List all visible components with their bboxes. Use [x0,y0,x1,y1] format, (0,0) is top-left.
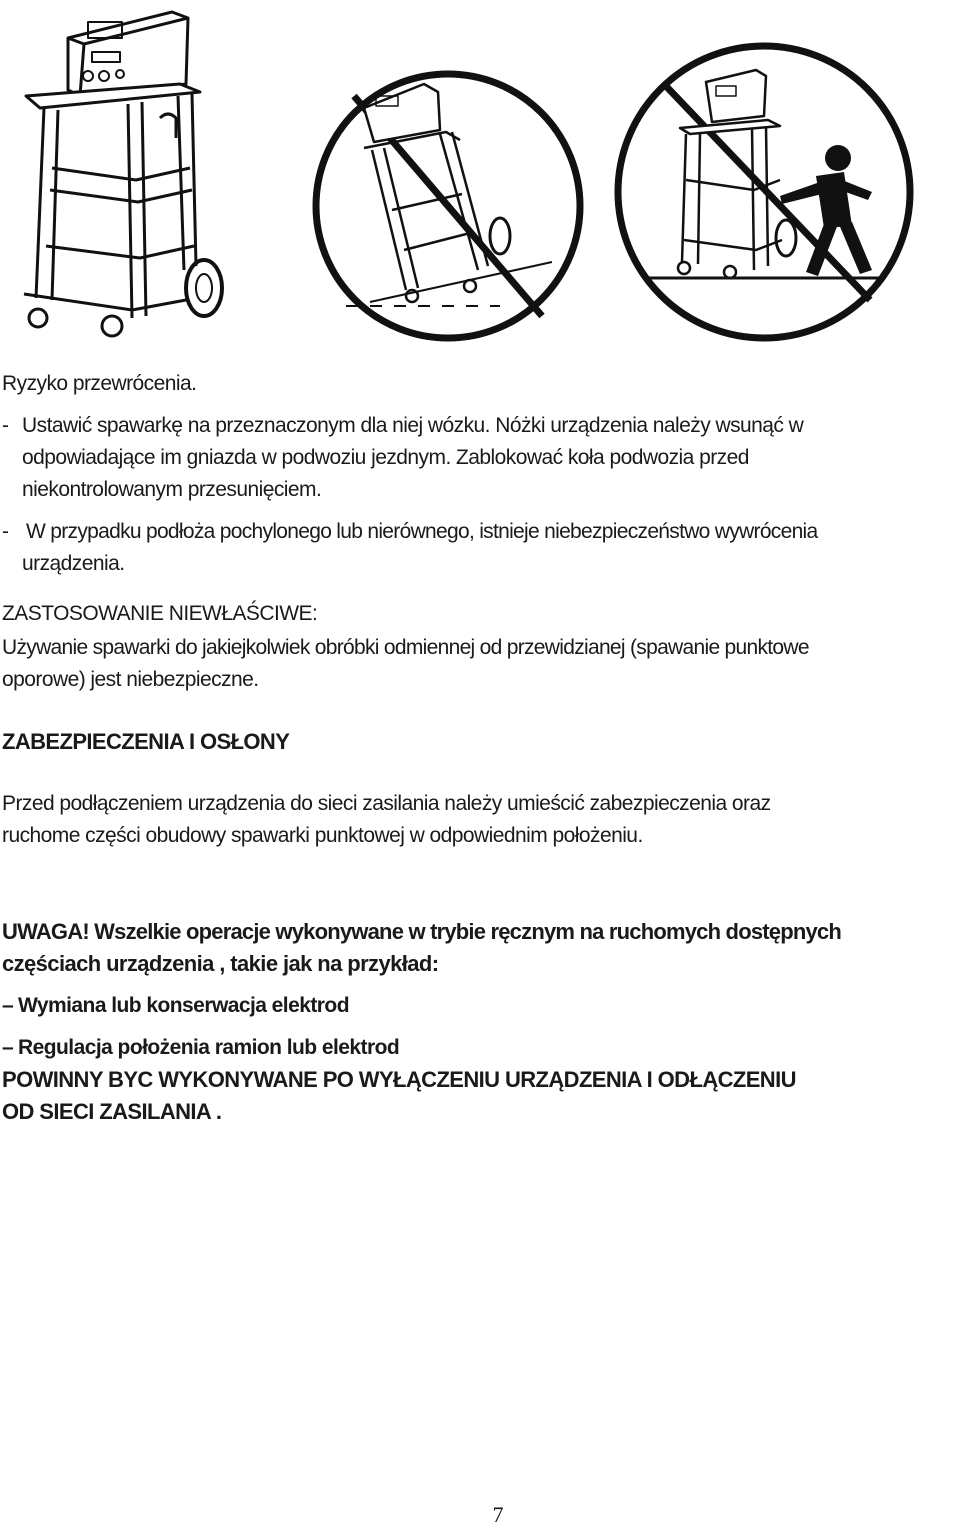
tipping-heading: Ryzyko przewrócenia. [2,372,197,395]
guards-line-2: ruchome części obudowy spawarki punktowej w odpowiednim położeniu. [2,824,643,847]
list-bullet: - [2,414,9,437]
warning-line-4: OD SIECI ZASILANIA . [2,1099,222,1124]
tipping-item-1-line-1: Ustawić spawarkę na przeznaczonym dla niej wózku. Nóżki urządzenia należy wsunąć w [22,414,804,437]
illustration-strip [0,0,960,360]
guards-line-1: Przed podłączeniem urządzenia do sieci zasilania należy umieścić zabezpieczenia oraz [2,792,771,815]
misuse-line-2: oporowe) jest niebezpieczne. [2,668,259,691]
list-bullet: - [2,520,9,543]
warning-item-1: Wymiana lub konserwacja elektrod [18,994,349,1017]
guards-heading: ZABEZPIECZENIA I OSŁONY [2,729,290,754]
tipping-item-1-line-3: niekontrolowanym przesunięciem. [22,478,322,501]
list-bullet: – [2,1036,14,1059]
tipping-item-2-line-2: urządzenia. [22,552,125,575]
warning-item-2: Regulacja położenia ramion lub elektrod [18,1036,400,1059]
person-pushing-cart-prohibited-image [618,46,910,338]
misuse-line-1: Używanie spawarki do jakiejkolwiek obróbki odmiennej od przewidzianej (spawanie punktowe [2,636,809,659]
tipping-item-1-line-2: odpowiadające im gniazda w podwoziu jezdnym. Zablokować koła podwozia przed [22,446,749,469]
tilted-cart-prohibited-image [316,74,580,338]
warning-line-3: POWINNY BYC WYKONYWANE PO WYŁĄCZENIU URZĄDZENIA I ODŁĄCZENIU [2,1067,796,1092]
list-bullet: – [2,994,14,1017]
warning-line-1: UWAGA! Wszelkie operacje wykonywane w trybie ręcznym na ruchomych dostępnych [2,919,842,944]
tipping-item-2-line-1: W przypadku podłoża pochylonego lub nierównego, istnieje niebezpieczeństwo wywrócenia [26,520,818,543]
misuse-heading: ZASTOSOWANIE NIEWŁAŚCIWE: [2,602,318,625]
page-number: 7 [492,1502,504,1527]
cart-with-welder-image [24,12,222,336]
warning-line-2: częściach urządzenia , takie jak na przykład: [2,951,439,976]
